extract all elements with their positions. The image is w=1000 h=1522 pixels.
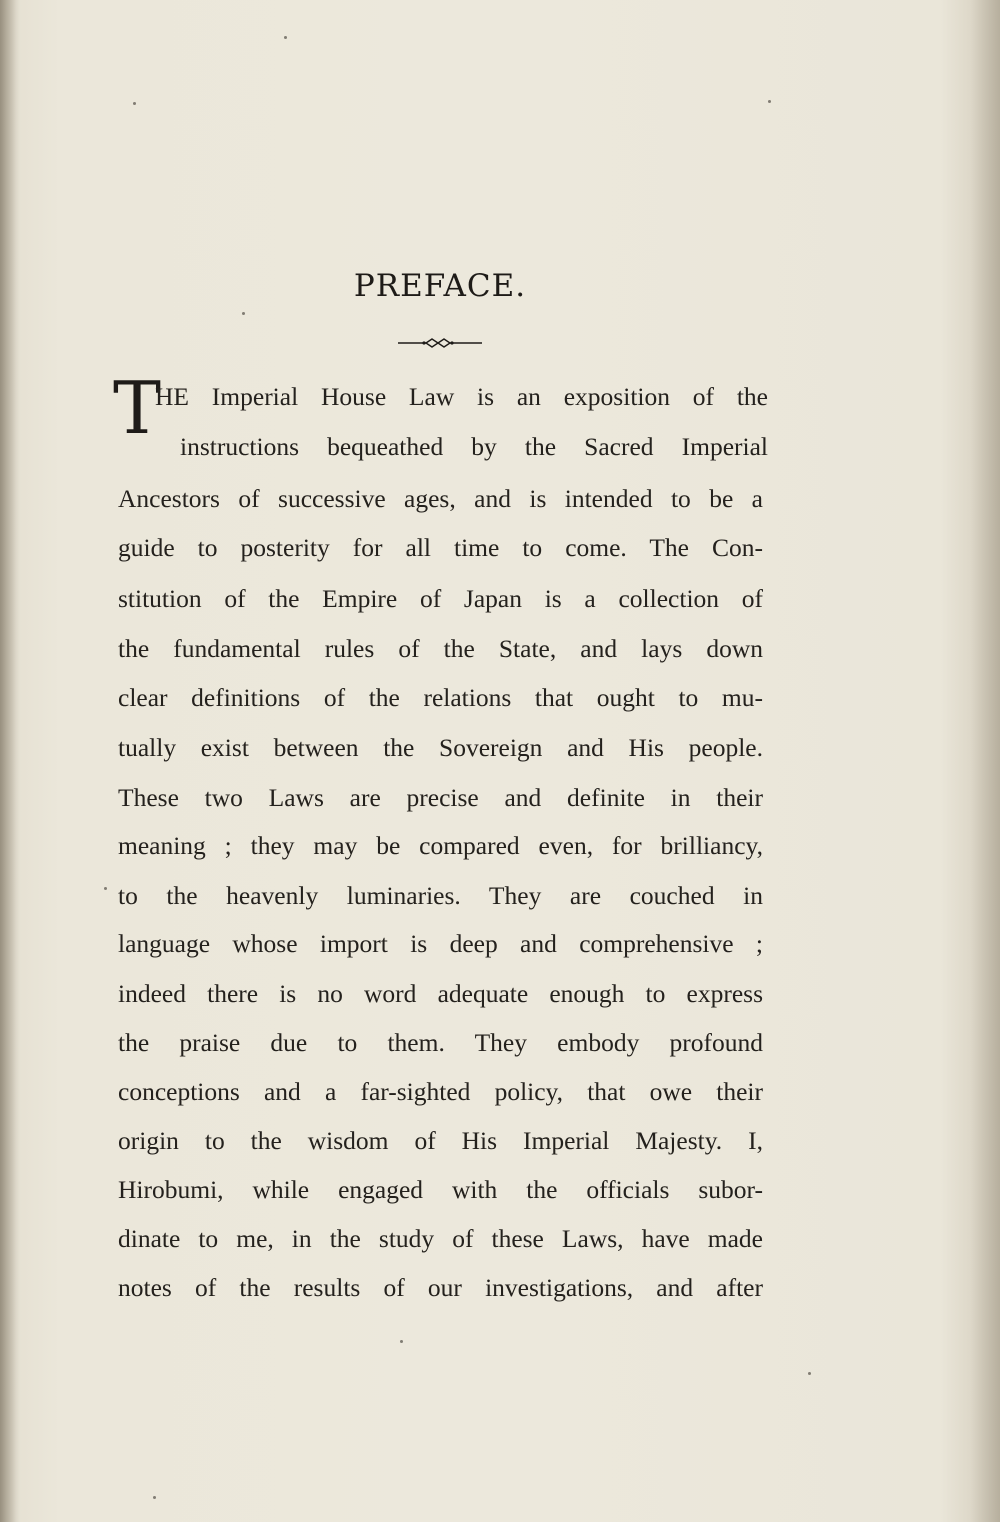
text-line: These two Laws are precise and definite in their — [118, 783, 763, 812]
drop-cap: T — [113, 366, 162, 450]
text-line: HE Imperial House Law is an exposition of the — [155, 382, 768, 411]
text-line: clear definitions of the relations that ought to mu- — [118, 683, 763, 712]
text-line: Ancestors of successive ages, and is intended to be a — [118, 484, 763, 513]
title-ornament-icon — [396, 336, 484, 350]
paper-speck — [104, 887, 107, 890]
text-line: Hirobumi, while engaged with the officials subor- — [118, 1175, 763, 1204]
page-title: PREFACE. — [353, 268, 527, 304]
text-line: instructions bequeathed by the Sacred Imperial — [180, 432, 768, 461]
paper-speck — [242, 312, 245, 315]
text-line: notes of the results of our investigations, and after — [118, 1273, 763, 1302]
paper-speck — [133, 102, 136, 105]
text-line: to the heavenly luminaries. They are couched in — [118, 881, 763, 910]
text-line: guide to posterity for all time to come. The Con- — [118, 533, 763, 562]
paper-speck — [768, 100, 771, 103]
text-line: meaning ; they may be compared even, for brilliancy, — [118, 831, 763, 860]
text-line: the praise due to them. They embody profound — [118, 1028, 763, 1057]
paper-speck — [808, 1372, 811, 1375]
text-line: indeed there is no word adequate enough to express — [118, 979, 763, 1008]
paper-speck — [400, 1340, 403, 1343]
text-line: stitution of the Empire of Japan is a collection of — [118, 584, 763, 613]
gutter-shadow — [0, 0, 20, 1522]
text-line: origin to the wisdom of His Imperial Majesty. I, — [118, 1126, 763, 1155]
text-line: tually exist between the Sovereign and His people. — [118, 733, 763, 762]
text-line: the fundamental rules of the State, and lays down — [118, 634, 763, 663]
paper-speck — [153, 1496, 156, 1499]
text-line: conceptions and a far-sighted policy, that owe their — [118, 1077, 763, 1106]
paper-speck — [284, 36, 287, 39]
text-line: language whose import is deep and comprehensive ; — [118, 929, 763, 958]
page-edge-shadow — [970, 0, 1000, 1522]
text-line: dinate to me, in the study of these Laws, have made — [118, 1224, 763, 1253]
